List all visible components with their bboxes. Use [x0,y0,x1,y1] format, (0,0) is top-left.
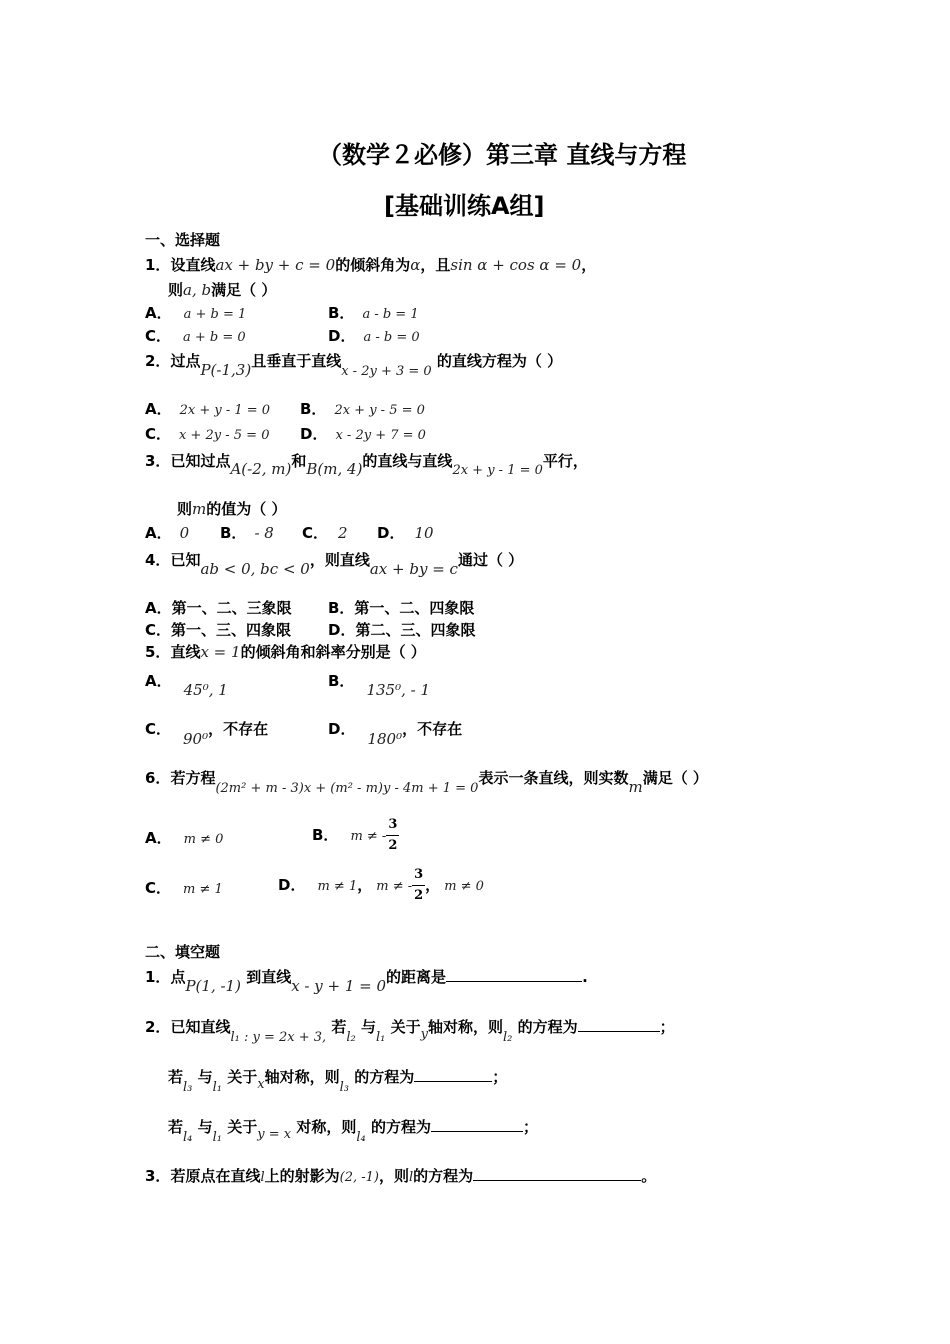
q6-option-d: D． m ≠ 1， m ≠ - $\frac{3}{2}$ ， m ≠ 0 [278,865,484,906]
fill-question-2: 2．已知直线l₁ : y = 2x + 3, 若l₂ 与l₁ 关于y轴对称，则l₂ 的方程为 ； [145,1018,675,1045]
question-5: 5．直线x = 1的倾斜角和斜率分别是（ ） [145,643,426,661]
q1-option-a: A． a + b = 1 [145,304,247,322]
q5-option-b: B． 135⁰, - 1 [328,672,430,699]
q4-option-c: C．第一、三、四象限 [145,621,292,639]
answer-blank [446,967,582,982]
q6-option-a: A． m ≠ 0 [145,829,224,847]
question-4: 4．已知ab < 0, bc < 0，则直线ax + by = c通过（ ） [145,551,524,578]
q3-option-b: B． - 8 [220,524,274,542]
answer-blank [414,1067,492,1082]
q1-option-d: D． a - b = 0 [328,327,420,345]
q4-option-d: D．第二、三、四象限 [328,621,476,639]
q5-option-a: A． 45⁰, 1 [145,672,228,699]
question-3-line2: 则m的值为（ ） [177,500,287,518]
page-subtitle: [基础训练A组] [384,192,545,220]
fill-question-1: 1．点P(1, -1) 到直线x - y + 1 = 0的距离是 . [145,968,588,995]
fraction-three-halves: $\frac{3}{2}$ [388,817,398,853]
section-heading-fill: 二、填空题 [145,943,221,961]
q5-option-d: D．180⁰，不存在 [328,720,463,748]
q1-option-c: C． a + b = 0 [145,327,246,345]
q2-option-c: C． x + 2y - 5 = 0 [145,425,270,443]
fraction-three-halves: $\frac{3}{2}$ [414,867,424,903]
answer-blank [578,1017,660,1032]
q3-option-a: A． 0 [145,524,190,542]
section-heading-choice: 一、选择题 [145,231,221,249]
q6-option-c: C． m ≠ 1 [145,879,223,897]
question-1-line2: 则a, b满足（ ） [168,281,277,299]
q1-option-b: B． a - b = 1 [328,304,419,322]
q5-option-c: C．90⁰，不存在 [145,720,269,748]
fill-question-2-line2: 若l₃ 与l₁ 关于x轴对称，则l₃ 的方程为 ； [168,1068,508,1095]
q2-option-d: D． x - 2y + 7 = 0 [300,425,426,443]
question-1: 1．设直线ax + by + c = 0的倾斜角为α，且sin α + cos α = 0， [145,256,597,274]
answer-blank [473,1166,641,1181]
question-2: 2．过点P(-1,3)且垂直于直线x - 2y + 3 = 0 的直线方程为（ ） [145,352,563,379]
answer-blank [431,1117,523,1132]
q4-option-a: A．第一、二、三象限 [145,599,292,617]
q6-option-b: B． m ≠ - $\frac{3}{2}$ [312,815,399,856]
fill-question-3: 3．若原点在直线l上的射影为(2, -1)，则l的方程为 。 [145,1167,657,1185]
question-6: 6．若方程(2m² + m - 3)x + (m² - m)y - 4m + 1 = 0表示一条直线，则实数m满足（ ） [145,769,708,796]
q3-option-d: D． 10 [377,524,434,542]
page-title: （数学２必修）第三章 直线与方程 [318,141,687,169]
q2-option-a: A． 2x + y - 1 = 0 [145,400,271,418]
q4-option-b: B．第一、二、四象限 [328,599,475,617]
q2-option-b: B． 2x + y - 5 = 0 [300,400,425,418]
question-3: 3．已知过点A(-2, m)和B(m, 4)的直线与直线2x + y - 1 = 0平行， [145,452,588,478]
q3-option-c: C． 2 [302,524,348,542]
fill-question-2-line3: 若l₄ 与l₁ 关于y = x 对称，则l₄ 的方程为 ； [168,1118,538,1145]
